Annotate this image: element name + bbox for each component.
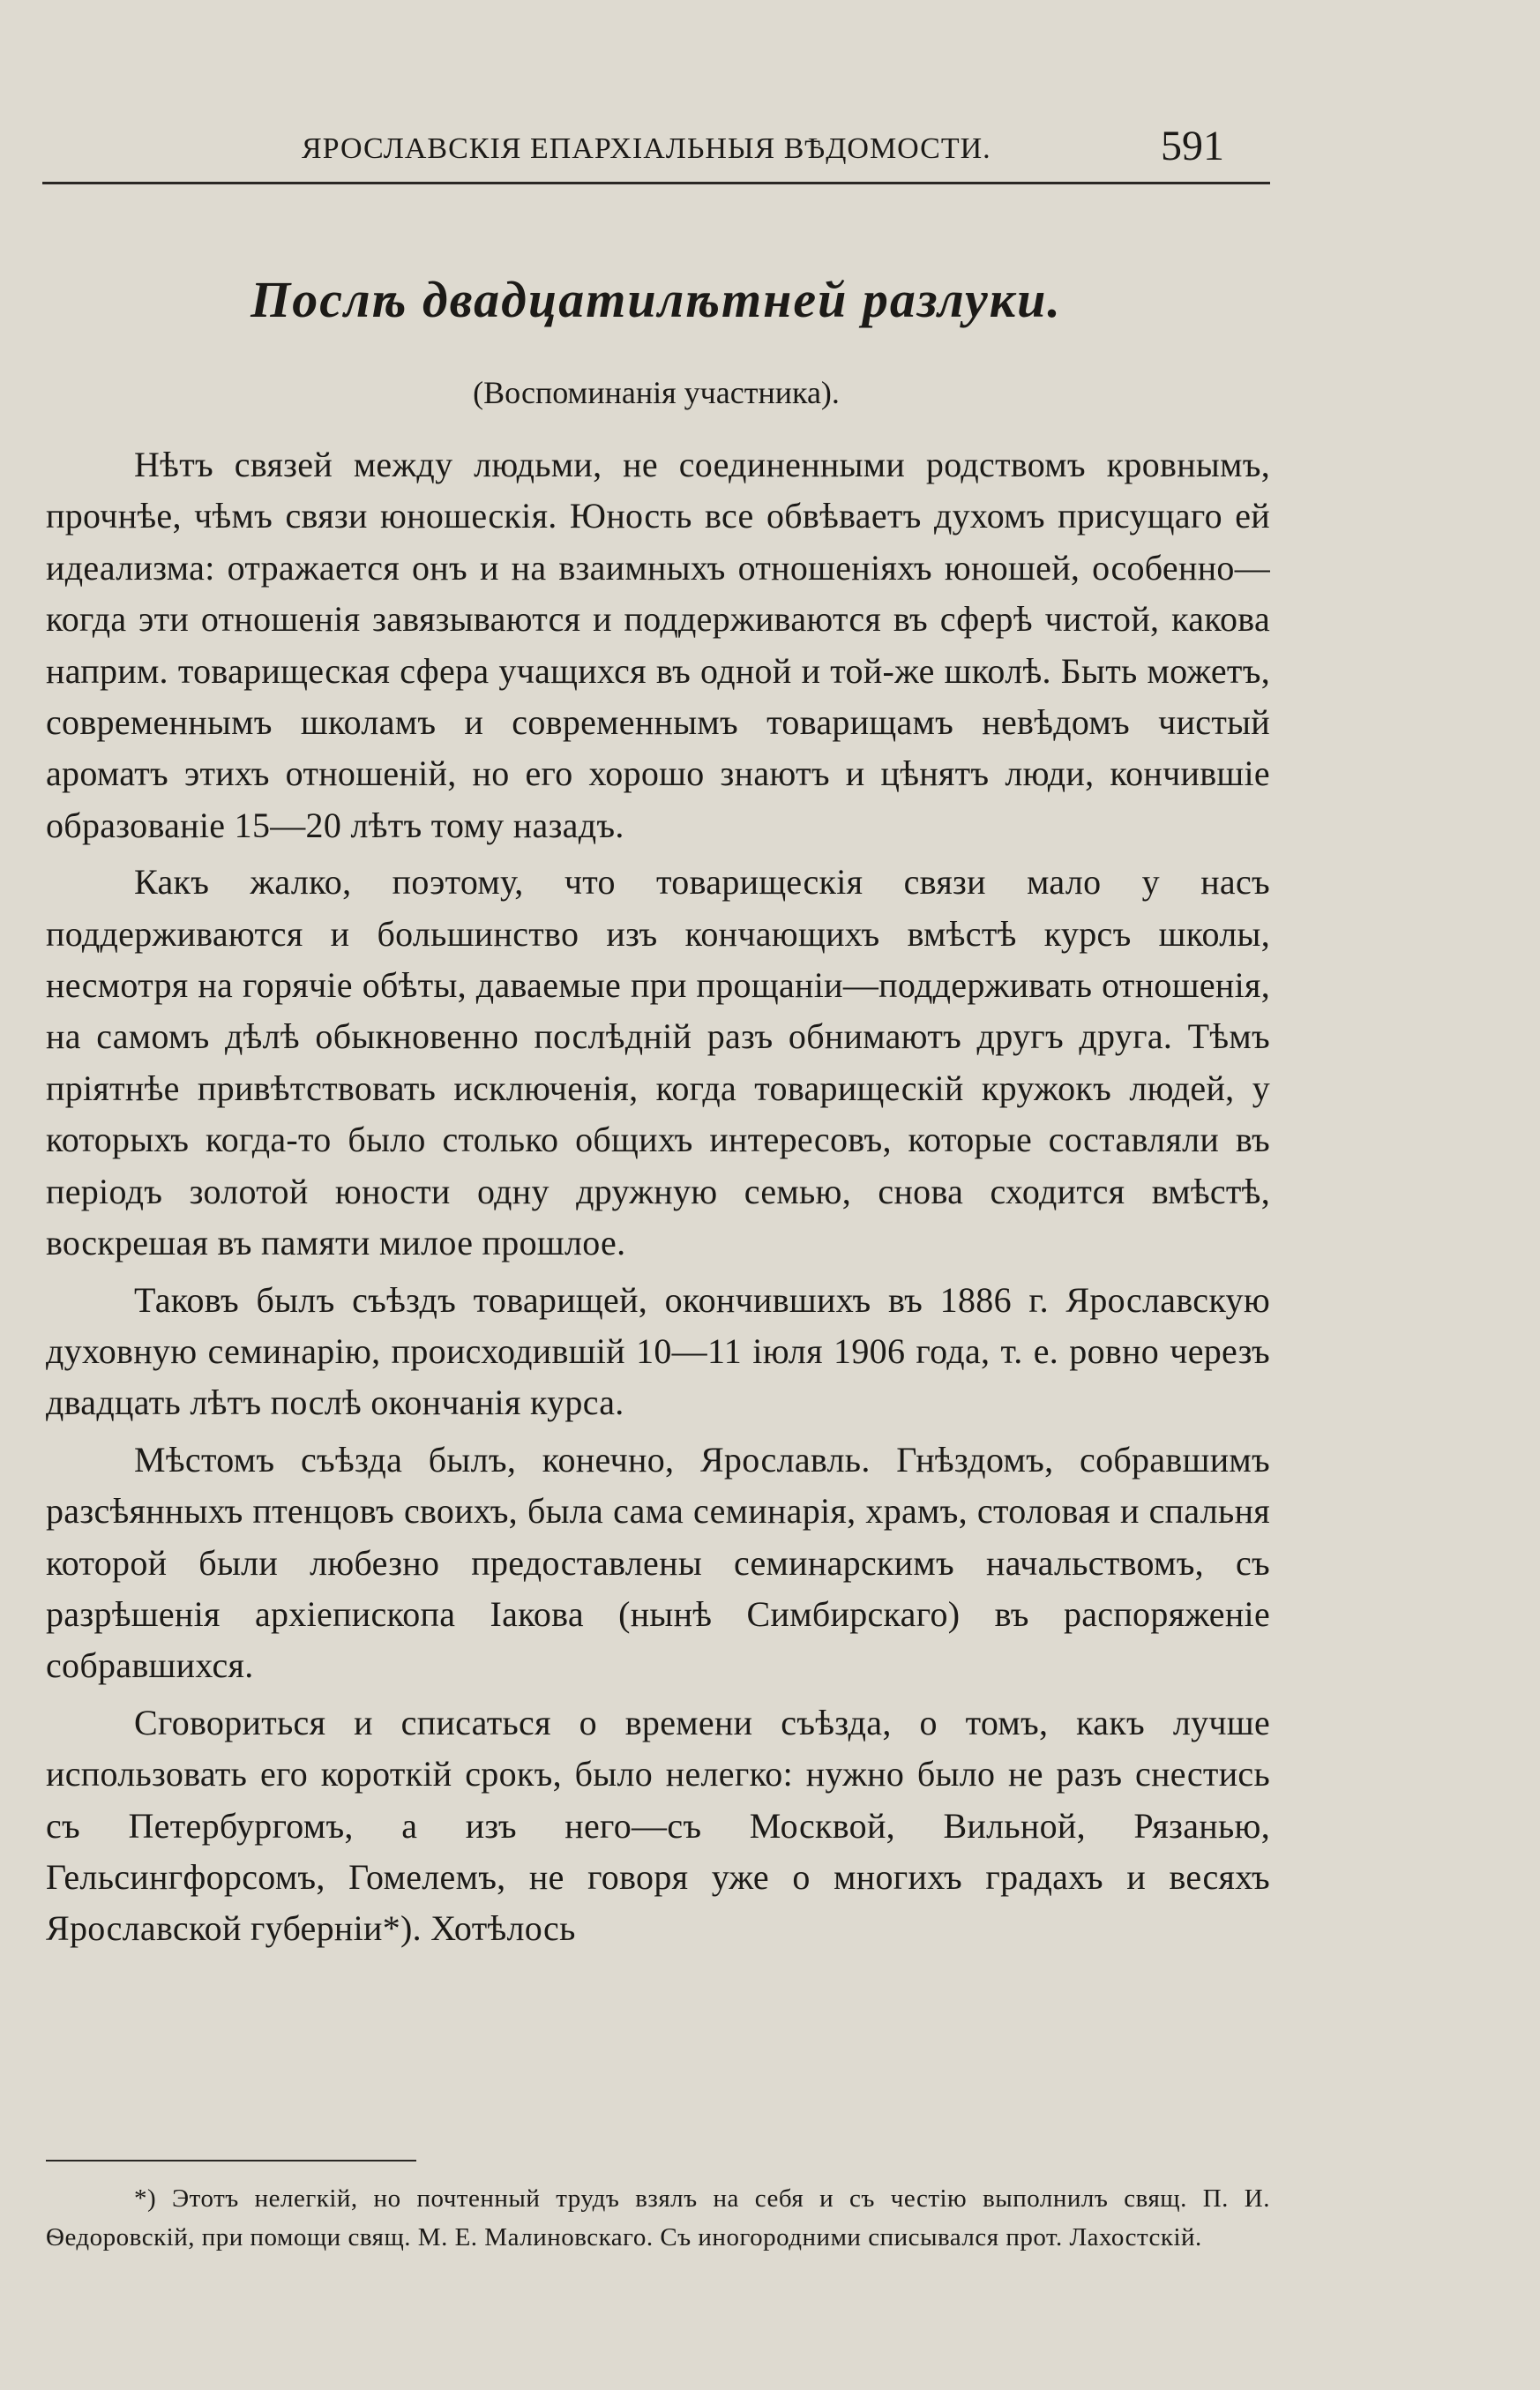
footnote: *) Этотъ нелегкій, но почтенный трудъ взялъ на себя и съ честію выполнилъ свящ. П. И. Ѳедоровскій, при помощи свящ. М. Е. Малиновскаго. Съ иногородними списывался прот. Лахостскій. bbox=[46, 2184, 1270, 2251]
footnote-divider bbox=[46, 2160, 416, 2161]
paragraph: Какъ жалко, поэтому, что товарищескія связи мало у насъ поддерживаются и большинство изъ кончающихъ вмѣстѣ курсъ школы, несмотря на горячіе обѣты, даваемые при прощаніи—поддерживать отношенія, на самомъ дѣлѣ обыкновенно послѣдній разъ обнимаютъ другъ друга. Тѣмъ пріятнѣе привѣтствовать исключенія, когда товарищескій кружокъ людей, у которыхъ когда-то было столько общихъ интересовъ, которые составляли въ періодъ золотой юности одну дружную семью, снова сходится вмѣстѣ, воскрешая въ памяти милое прошлое. bbox=[46, 862, 1270, 1263]
paragraph: Мѣстомъ съѣзда былъ, конечно, Ярославль. Гнѣздомъ, собравшимъ разсѣянныхъ птенцовъ своихъ, была сама семинарія, храмъ, столовая и спальня которой были любезно предоставлены семинарскимъ начальствомъ, съ разрѣшенія архіепископа Іакова (нынѣ Симбирскаго) въ распоряженіе собравшихся. bbox=[46, 1439, 1270, 1686]
article-title: Послѣ двадцатилѣтней разлуки. bbox=[250, 271, 1062, 328]
paragraph: Таковъ былъ съѣздъ товарищей, окончившихъ въ 1886 г. Ярославскую духовную семинарію, происходившій 10—11 іюля 1906 года, т. е. ровно черезъ двадцать лѣтъ послѣ окончанія курса. bbox=[46, 1279, 1270, 1423]
article-body bbox=[46, 439, 1270, 1960]
paragraph: Нѣтъ связей между людьми, не соединенными родствомъ кровнымъ, прочнѣе, чѣмъ связи юношескія. Юность все обвѣваетъ духомъ присущаго ей идеализма: отражается онъ и на взаимныхъ отношеніяхъ юношей, особенно—когда эти отношенія завязываются и поддерживаются въ сферѣ чистой, какова наприм. товарищеская сфера учащихся въ одной и той-же школѣ. Быть можетъ, современнымъ школамъ и современнымъ товарищамъ невѣдомъ чистый ароматъ этихъ отношеній, но его хорошо знаютъ и цѣнятъ люди, кончившіе образованіе 15—20 лѣтъ тому назадъ. bbox=[46, 445, 1270, 845]
page-number: 591 bbox=[1161, 123, 1224, 169]
running-header bbox=[42, 120, 1270, 182]
paragraph: Сговориться и списаться о времени съѣзда, о томъ, какъ лучше использовать его короткій срокъ, было нелегко: нужно было не разъ снестись съ Петербургомъ, а изъ него—съ Москвой, Вильной, Рязанью, Гельсингфорсомъ, Гомелемъ, не говоря уже о многихъ градахъ и весяхъ Ярославской губерніи*). Хотѣлось bbox=[46, 1702, 1270, 1949]
article-subtitle: (Воспоминанія участника). bbox=[473, 375, 840, 410]
header-divider bbox=[42, 182, 1270, 184]
journal-title: ЯРОСЛАВСКІЯ ЕПАРХІАЛЬНЫЯ ВѢДОМОСТИ. bbox=[302, 132, 991, 165]
